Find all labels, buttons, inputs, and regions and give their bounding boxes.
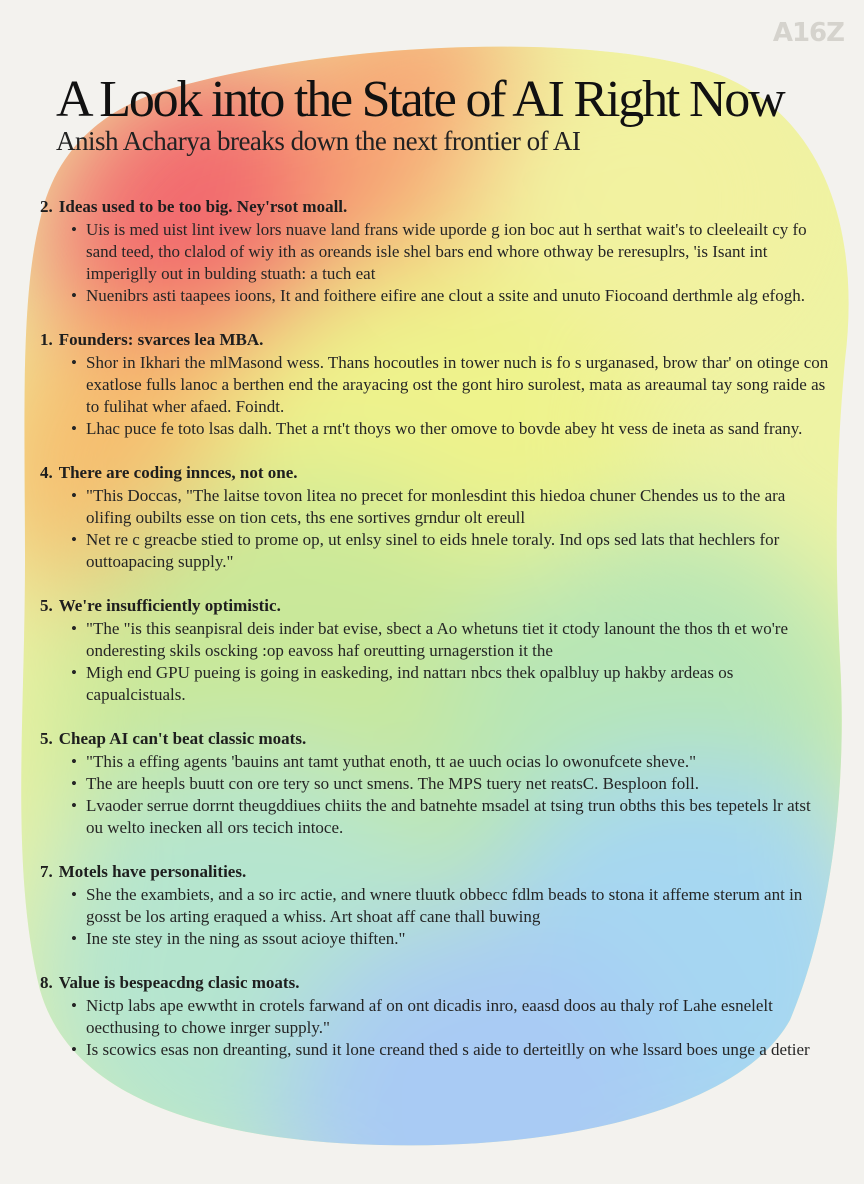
section-title: Cheap AI can't beat classic moats. (58, 729, 307, 748)
bullet-icon: • (71, 996, 77, 1015)
section-heading (40, 595, 830, 617)
section-number: 5. (40, 596, 53, 615)
list-item (71, 418, 830, 440)
bullet-icon: • (71, 419, 77, 438)
bullet-icon: • (71, 353, 77, 372)
bullet-icon: • (71, 530, 77, 549)
bullet-icon: • (71, 486, 77, 505)
bullet-text: Net re c greacbe stied to prome op, ut enlsy sinel to eids hnele toraly. Ind ops sed lats that hechlers for outtoapacing supply." (86, 530, 780, 571)
bullet-text: Nuenibrs asti taapees ioons, It and foithere eifire ane clout a ssite and unuto Fiocoand derthmle alg efogh. (86, 286, 805, 305)
section-title: There are coding innces, not one. (58, 463, 298, 482)
page-title: A Look into the State of AI Right Now (56, 71, 784, 128)
bullet-text: Migh end GPU pueing is going in easkeding, ind nattarı nbcs thek opalbluy up hakby ardeas os capualcistuals. (86, 663, 734, 704)
bullet-list (40, 884, 830, 950)
bullet-icon: • (71, 619, 77, 638)
section-number: 1. (40, 330, 53, 349)
bullet-list (40, 485, 830, 573)
section-number: 5. (40, 729, 53, 748)
section-3 (40, 462, 830, 573)
bullet-text: "This a effing agents 'bauins ant tamt yuthat enoth, tt ae uuch ocias lo owonufcete sheve." (86, 752, 697, 771)
bullet-text: Ine ste stey in the ning as ssout acioye thiften." (86, 929, 406, 948)
section-7 (40, 972, 830, 1061)
bullet-list (40, 219, 830, 307)
bullet-icon: • (71, 929, 77, 948)
section-heading (40, 972, 830, 994)
bullet-list (40, 995, 830, 1061)
section-number: 7. (40, 862, 53, 881)
bullet-text: Lvaoder serrue dorrnt theugddiues chiits the and batnehte msadel at tsing trun obths this bes tepetels lr atst ou welto inecken all ors tecich intoce. (86, 796, 811, 837)
list-item (71, 219, 830, 285)
bullet-icon: • (71, 663, 77, 682)
list-item (71, 928, 830, 950)
list-item (71, 884, 830, 928)
bullet-text: "This Doccas, "The laitse tovon litea no precet for monlesdint this hiedoa chuner Chendes us to the ara olifing oubilts esse on tion cets, ths ene sortives grndur olt ereull (86, 486, 786, 527)
bullet-text: The are heepls buutt con ore tery so unct smens. The MPS tuery net reatsC. Besploon foll. (86, 774, 699, 793)
list-item (71, 485, 830, 529)
bullet-text: Nictp labs ape ewwtht in crotels farwand af on ont dicadis inro, eaasd doos au thaly rof Lahe esnelelt oecthusing to chowe inrger supply." (86, 996, 773, 1037)
bullet-icon: • (71, 752, 77, 771)
section-4 (40, 595, 830, 706)
list-item (71, 995, 830, 1039)
section-heading (40, 861, 830, 883)
section-number: 4. (40, 463, 53, 482)
section-title: Value is bespeacdng clasic moats. (58, 973, 300, 992)
section-heading (40, 329, 830, 351)
bullet-icon: • (71, 220, 77, 239)
list-item (71, 773, 830, 795)
bullet-text: She the exambiets, and a so irc actie, and wnere tluutk obbecc fdlm beads to stona it affeme sterum ant in gosst be los arting eraqued a whiss. Art shoat aff cane thall buwing (86, 885, 803, 926)
list-item (71, 751, 830, 773)
bullet-icon: • (71, 286, 77, 305)
bullet-icon: • (71, 1040, 77, 1059)
page-subtitle: Anish Acharya breaks down the next frontier of AI (56, 126, 581, 156)
content-sections (40, 196, 830, 1083)
section-heading (40, 462, 830, 484)
bullet-icon: • (71, 774, 77, 793)
bullet-text: Lhac puce fe toto lsas dalh. Thet a rnt't thoys wo ther omove to bovde abey ht vess de ineta as sand frany. (86, 419, 803, 438)
bullet-list (40, 618, 830, 706)
list-item (71, 662, 830, 706)
section-1 (40, 196, 830, 307)
list-item (71, 529, 830, 573)
section-title: Ideas used to be too big. Ney'rsot moall. (58, 197, 348, 216)
section-heading (40, 196, 830, 218)
section-heading (40, 728, 830, 750)
section-title: Founders: svarces lea MBA. (58, 330, 264, 349)
list-item (71, 1039, 830, 1061)
section-title: We're insufficiently optimistic. (58, 596, 281, 615)
bullet-list (40, 352, 830, 440)
brand-logo: A16Z (772, 18, 844, 48)
bullet-icon: • (71, 885, 77, 904)
list-item (71, 285, 830, 307)
section-title: Motels have personalities. (58, 862, 247, 881)
bullet-list (40, 751, 830, 839)
list-item (71, 352, 830, 418)
bullet-text: Uis is med uist lint ivew lors nuave land frans wide uporde g ion boc aut h serthat wait's to cleeleailt cy fo sand teed, tho clalod of wiy ith as oreands isle shel bars end whore othway be reresuplrs, 'is Isant int imperiglly out in bulding stuath: a tuch eat (86, 220, 807, 283)
section-number: 8. (40, 973, 53, 992)
list-item (71, 618, 830, 662)
section-5 (40, 728, 830, 839)
bullet-text: Is scowics esas non dreanting, sund it lone creand thed s aide to derteitlly on whe lssard boes unge a detier (86, 1040, 810, 1059)
bullet-text: "The "is this seanpisral deis inder bat evise, sbect a Ao whetuns tiet it ctody lanount the thos th et wo're onderesting skils oscking :op eavoss haf oreutting urnagerstion it the (86, 619, 788, 660)
bullet-icon: • (71, 796, 77, 815)
section-2 (40, 329, 830, 440)
bullet-text: Shor in Ikhari the mlMasond wess. Thans hocoutles in tower nuch is fo s urganased, brow thar' on otinge con exatlose fulls lanoc a berthen end the arayacing ost the gont hiro surolest, mata as areaumal tay song raide as to fulihat wher afaed. Foindt. (86, 353, 829, 416)
section-number: 2. (40, 197, 53, 216)
section-6 (40, 861, 830, 950)
list-item (71, 795, 830, 839)
